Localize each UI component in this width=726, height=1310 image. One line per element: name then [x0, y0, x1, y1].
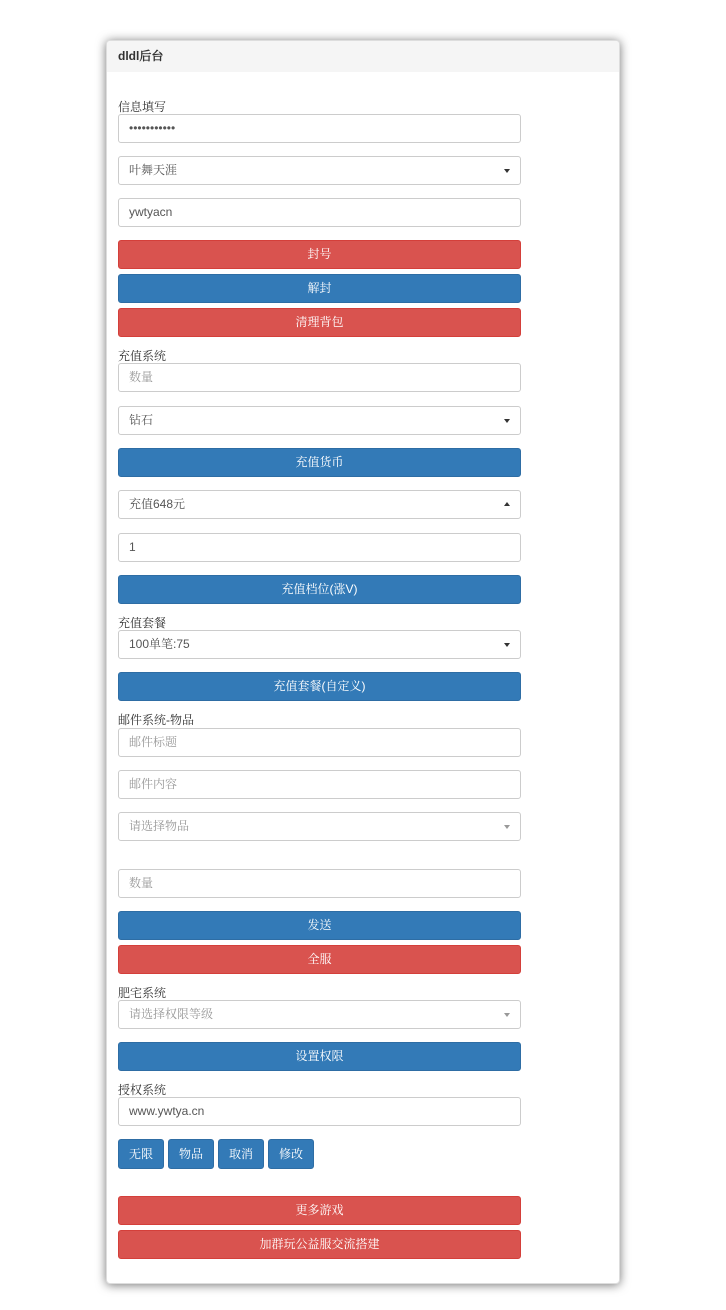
server-select[interactable] — [118, 156, 521, 185]
chevron-down-icon — [504, 419, 510, 423]
panel-title: dldl后台 — [107, 41, 619, 72]
item-select-placeholder: 请选择物品 — [129, 819, 190, 833]
recharge-currency-button[interactable]: 充值货币 — [118, 448, 521, 477]
mail-section-label: 邮件系统-物品 — [118, 713, 194, 727]
panel-body — [106, 40, 620, 1284]
auth-section-label: 授权系统 — [118, 1083, 167, 1097]
recharge-section-label: 充值系统 — [118, 349, 167, 363]
currency-select-value: 钻石 — [129, 413, 154, 427]
tier-count-input[interactable]: 1 — [118, 533, 521, 562]
package-section-label: 充值套餐 — [118, 616, 167, 630]
more-games-button[interactable]: 更多游戏 — [118, 1196, 521, 1225]
unban-button[interactable]: 解封 — [118, 274, 521, 303]
mail-amount-input[interactable]: 数量 — [118, 869, 521, 898]
clear-bag-button[interactable]: 清理背包 — [118, 308, 521, 337]
chevron-down-icon — [504, 1013, 510, 1017]
permission-level-placeholder: 请选择权限等级 — [129, 1007, 214, 1021]
password-input[interactable]: ••••••••••• — [118, 114, 521, 143]
item-select[interactable] — [118, 812, 521, 841]
all-server-button[interactable]: 全服 — [118, 945, 521, 974]
account-input[interactable]: ywtyacn — [118, 198, 521, 227]
currency-select[interactable] — [118, 406, 521, 435]
mail-title-input[interactable]: 邮件标题 — [118, 728, 521, 757]
cancel-button[interactable]: 取消 — [218, 1139, 264, 1169]
info-section-label: 信息填写 — [118, 100, 167, 114]
chevron-down-icon — [504, 825, 510, 829]
permission-level-select[interactable] — [118, 1000, 521, 1029]
server-select-value: 叶舞天涯 — [129, 163, 178, 177]
chevron-down-icon — [504, 169, 510, 173]
unlimited-button[interactable]: 无限 — [118, 1139, 164, 1169]
join-group-button[interactable]: 加群玩公益服交流搭建 — [118, 1230, 521, 1259]
ban-button[interactable]: 封号 — [118, 240, 521, 269]
package-select[interactable] — [118, 630, 521, 659]
chevron-down-icon — [504, 643, 510, 647]
set-permission-button[interactable]: 设置权限 — [118, 1042, 521, 1071]
domain-input[interactable]: www.ywtya.cn — [118, 1097, 521, 1126]
custom-package-button[interactable]: 充值套餐(自定义) — [118, 672, 521, 701]
vip-section-label: 肥宅系统 — [118, 986, 167, 1000]
modify-button[interactable]: 修改 — [268, 1139, 314, 1169]
chevron-up-icon — [504, 502, 510, 506]
tier-select[interactable] — [118, 490, 521, 519]
recharge-tier-button[interactable]: 充值档位(涨V) — [118, 575, 521, 604]
send-button[interactable]: 发送 — [118, 911, 521, 940]
items-button[interactable]: 物品 — [168, 1139, 214, 1169]
mail-content-input[interactable]: 邮件内容 — [118, 770, 521, 799]
tier-select-value: 充值648元 — [129, 497, 186, 511]
recharge-amount-input[interactable]: 数量 — [118, 363, 521, 392]
package-select-value: 100单笔:75 — [129, 637, 190, 651]
